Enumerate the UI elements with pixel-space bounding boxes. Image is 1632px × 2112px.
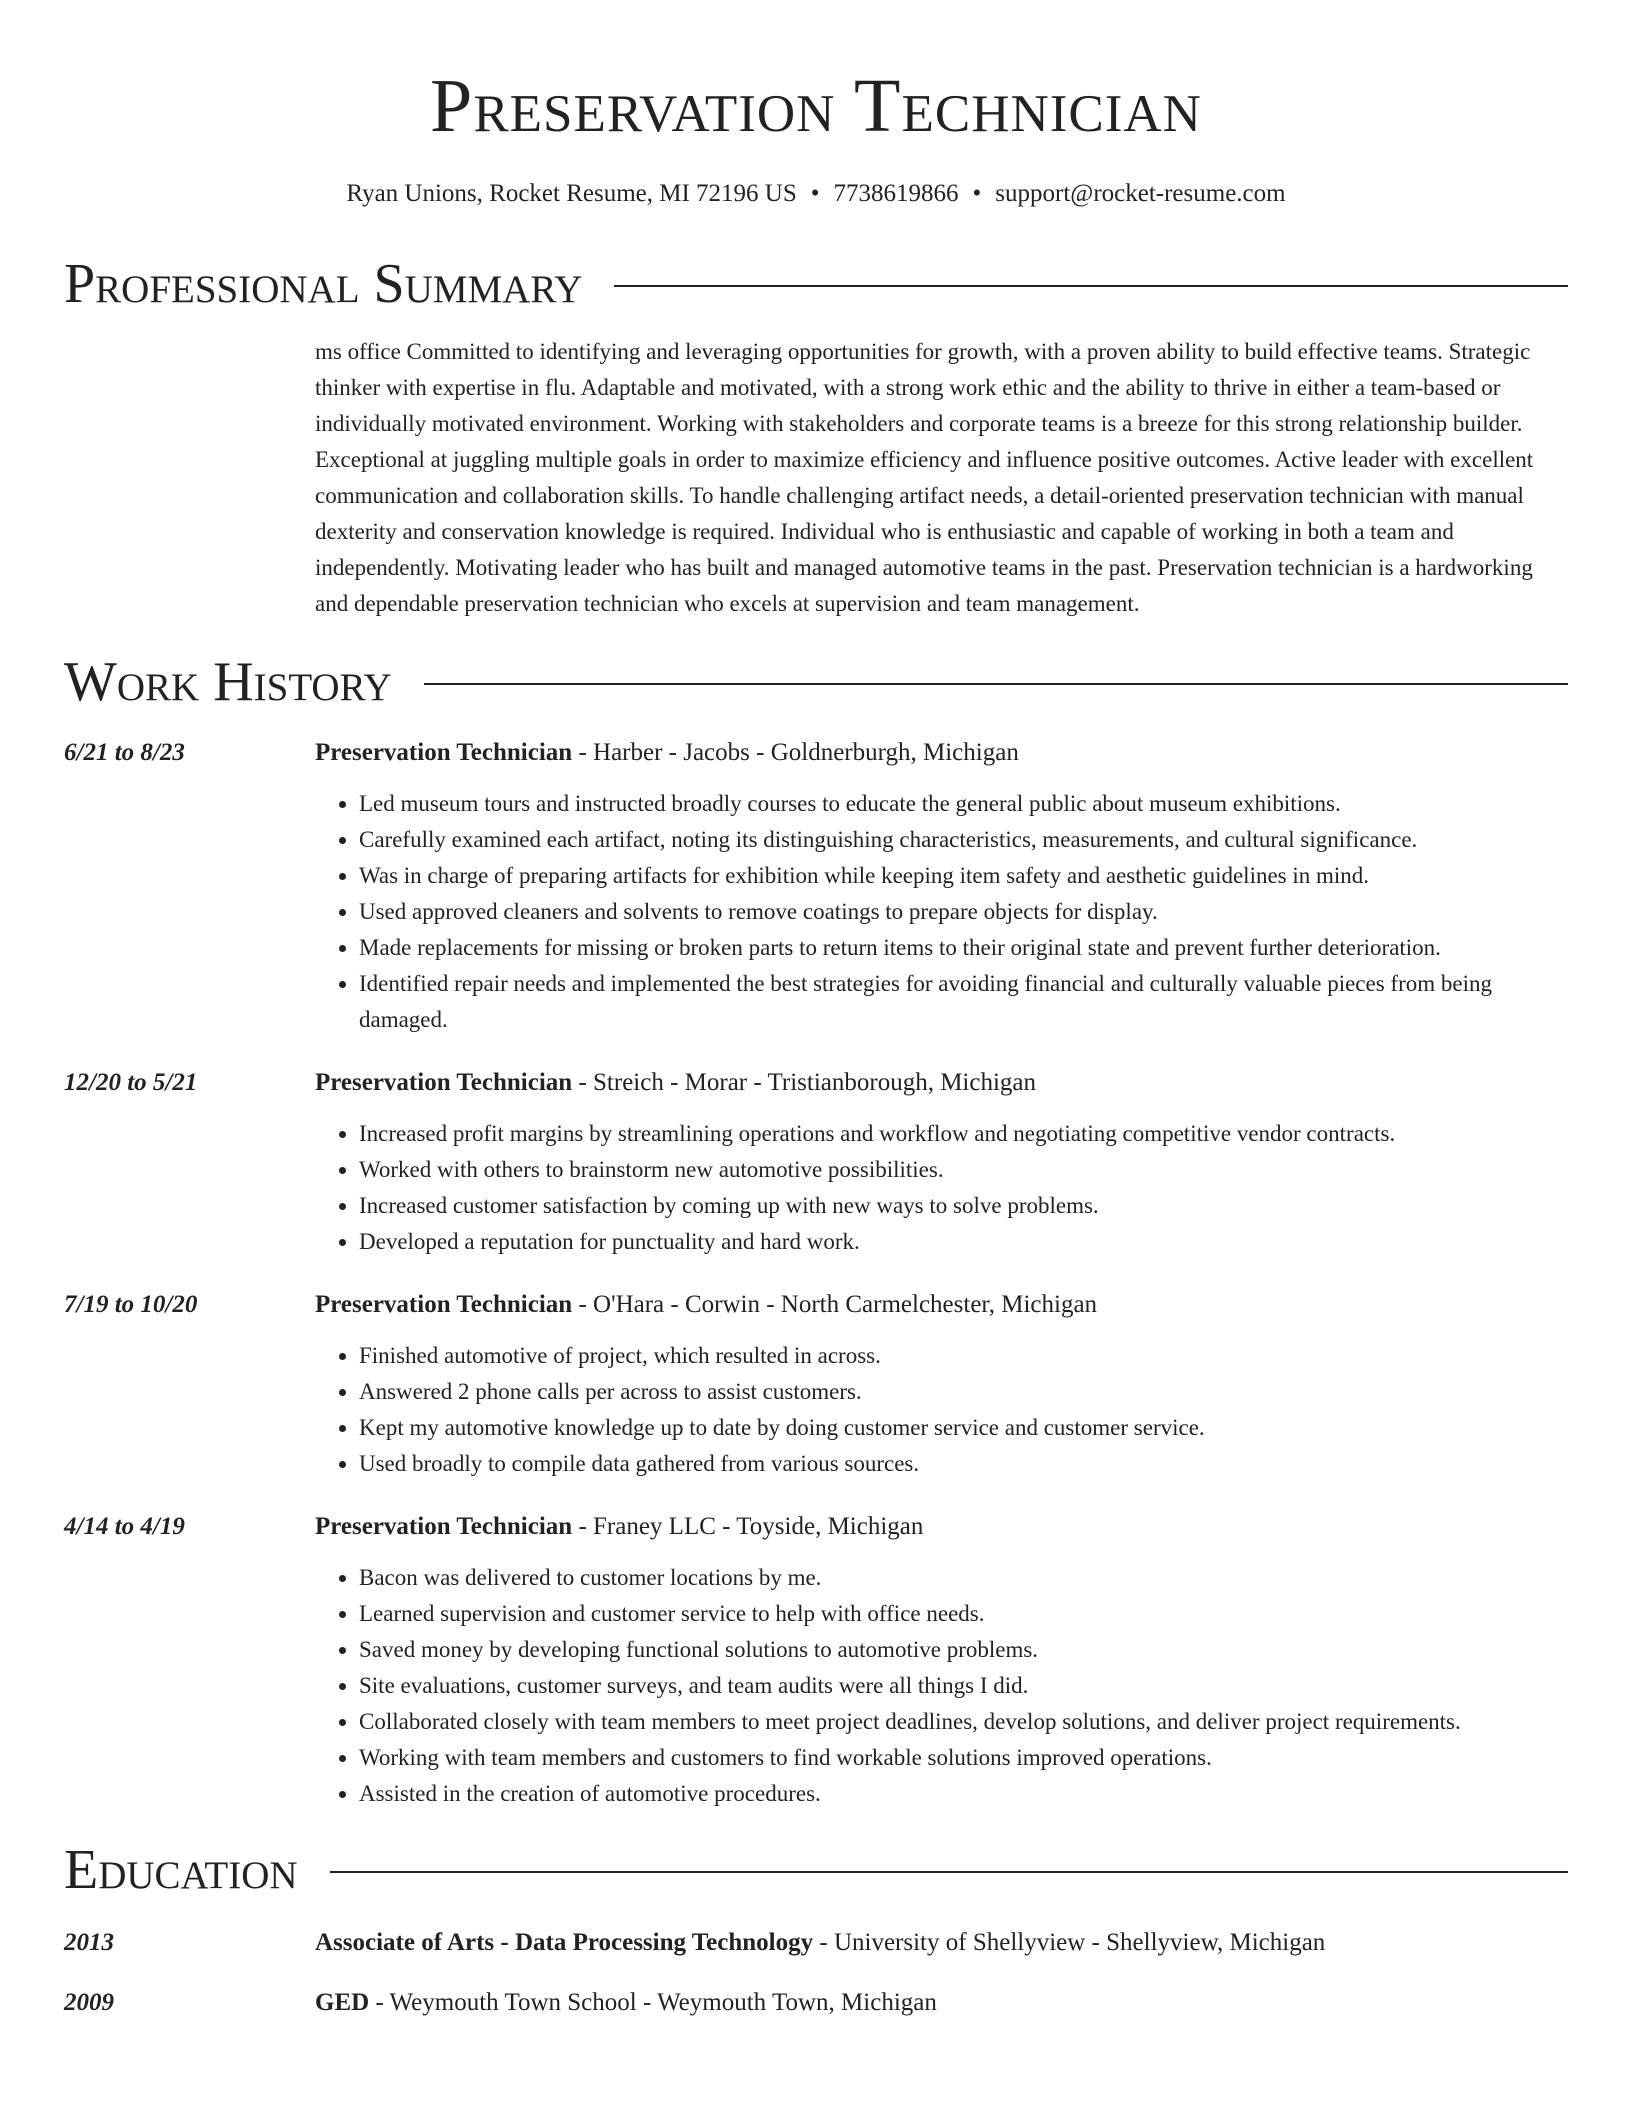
job-bullet: • Finished automotive of project, which resulted in across. bbox=[359, 1338, 1568, 1374]
section-divider bbox=[330, 1871, 1568, 1873]
section-divider bbox=[614, 285, 1568, 287]
job-date: 7/19 to 10/20 bbox=[64, 1291, 198, 1318]
job-title: Preservation Technician bbox=[315, 739, 573, 766]
job-entry bbox=[64, 1066, 1568, 1260]
job-bullet: • Increased customer satisfaction by coming up with new ways to solve problems. bbox=[359, 1188, 1568, 1224]
work-history-list bbox=[64, 736, 1568, 1812]
job-bullet-list bbox=[315, 1338, 1568, 1482]
education-entry bbox=[64, 1986, 1568, 2020]
education-degree: GED bbox=[315, 1989, 370, 2016]
job-bullet: • Made replacements for missing or broken parts to return items to their original state and prevent further deterioration. bbox=[359, 930, 1568, 966]
education-list bbox=[64, 1926, 1568, 2020]
education-body bbox=[315, 1986, 937, 2020]
job-body bbox=[315, 1510, 1568, 1812]
education-date: 2009 bbox=[64, 1989, 114, 2016]
contact-email: support@rocket-resume.com bbox=[995, 180, 1286, 207]
work-heading: Work History bbox=[64, 651, 392, 713]
education-body bbox=[315, 1926, 1325, 1960]
contact-line bbox=[64, 178, 1568, 210]
job-bullet: • Collaborated closely with team members to meet project deadlines, develop solutions, and deliver project requirements. bbox=[359, 1704, 1568, 1740]
education-entry bbox=[64, 1926, 1568, 1960]
job-employer-location: - Harber - Jacobs - Goldnerburgh, Michigan bbox=[572, 739, 1019, 766]
job-headline bbox=[315, 1510, 1568, 1544]
job-bullet-list bbox=[315, 786, 1568, 1038]
job-date: 6/21 to 8/23 bbox=[64, 739, 185, 766]
job-bullet: • Bacon was delivered to customer locations by me. bbox=[359, 1560, 1568, 1596]
education-degree: Associate of Arts - Data Processing Technology bbox=[315, 1929, 814, 1956]
job-entry bbox=[64, 736, 1568, 1038]
job-bullet: • Used broadly to compile data gathered from various sources. bbox=[359, 1446, 1568, 1482]
job-headline bbox=[315, 1288, 1568, 1322]
summary-section-header bbox=[64, 252, 1568, 316]
job-bullet-list bbox=[315, 1116, 1568, 1260]
job-bullet: • Working with team members and customers to find workable solutions improved operations. bbox=[359, 1740, 1568, 1776]
summary-text: ms office Committed to identifying and leveraging opportunities for growth, with a proven ability to build effective teams. Strategic thinker with expertise in flu. Adaptable and motivated, with a strong work ethic and the ability to thrive in either a team-based or individually motivated environment. Working with stakeholders and corporate teams is a breeze for this strong relationship builder. Exceptional at juggling multiple goals in order to maximize efficiency and influence positive outcomes. Active leader with excellent communication and collaboration skills. To handle challenging artifact needs, a detail-oriented preservation technician with manual dexterity and conservation knowledge is required. Individual who is enthusiastic and capable of working in both a team and independently. Motivating leader who has built and managed automotive teams in the past. Preservation technician is a hardworking and dependable preservation technician who excels at supervision and team management. bbox=[315, 339, 1534, 616]
education-section-header bbox=[64, 1838, 1568, 1902]
contact-separator: • bbox=[810, 180, 820, 207]
section-divider bbox=[424, 683, 1568, 685]
job-bullet: • Answered 2 phone calls per across to assist customers. bbox=[359, 1374, 1568, 1410]
job-body bbox=[315, 1288, 1568, 1482]
job-bullet: • Learned supervision and customer service to help with office needs. bbox=[359, 1596, 1568, 1632]
job-date: 12/20 to 5/21 bbox=[64, 1069, 198, 1096]
job-bullet: • Carefully examined each artifact, noting its distinguishing characteristics, measurements, and cultural significance. bbox=[359, 822, 1568, 858]
contact-address: Ryan Unions, Rocket Resume, MI 72196 US bbox=[346, 180, 797, 207]
job-bullet: • Identified repair needs and implemented the best strategies for avoiding financial and culturally valuable pieces from being damaged. bbox=[359, 966, 1568, 1038]
job-bullet: • Worked with others to brainstorm new automotive possibilities. bbox=[359, 1152, 1568, 1188]
job-title: Preservation Technician bbox=[315, 1291, 573, 1318]
job-employer-location: - O'Hara - Corwin - North Carmelchester, Michigan bbox=[572, 1291, 1098, 1318]
job-bullet: • Site evaluations, customer surveys, and team audits were all things I did. bbox=[359, 1668, 1568, 1704]
job-body bbox=[315, 1066, 1568, 1260]
job-bullet: • Led museum tours and instructed broadly courses to educate the general public about museum exhibitions. bbox=[359, 786, 1568, 822]
job-body bbox=[315, 736, 1568, 1038]
resume-title: Preservation Technician bbox=[430, 64, 1202, 148]
job-date: 4/14 to 4/19 bbox=[64, 1513, 185, 1540]
education-school-location: - Weymouth Town School - Weymouth Town, Michigan bbox=[369, 1989, 937, 2016]
job-entry bbox=[64, 1288, 1568, 1482]
job-bullet: • Saved money by developing functional solutions to automotive problems. bbox=[359, 1632, 1568, 1668]
job-bullet: • Kept my automotive knowledge up to date by doing customer service and customer service. bbox=[359, 1410, 1568, 1446]
contact-separator: • bbox=[972, 180, 982, 207]
job-bullet: • Was in charge of preparing artifacts for exhibition while keeping item safety and aesthetic guidelines in mind. bbox=[359, 858, 1568, 894]
contact-phone: 7738619866 bbox=[833, 180, 959, 207]
job-headline bbox=[315, 1066, 1568, 1100]
summary-heading: Professional Summary bbox=[64, 253, 583, 315]
education-heading: Education bbox=[64, 1839, 298, 1901]
job-employer-location: - Streich - Morar - Tristianborough, Michigan bbox=[572, 1069, 1037, 1096]
job-employer-location: - Franey LLC - Toyside, Michigan bbox=[572, 1513, 924, 1540]
job-title: Preservation Technician bbox=[315, 1513, 573, 1540]
job-bullet: • Assisted in the creation of automotive procedures. bbox=[359, 1776, 1568, 1812]
work-section-header bbox=[64, 650, 1568, 714]
job-bullet: • Increased profit margins by streamlining operations and workflow and negotiating competitive vendor contracts. bbox=[359, 1116, 1568, 1152]
job-bullet: • Used approved cleaners and solvents to remove coatings to prepare objects for display. bbox=[359, 894, 1568, 930]
job-bullet: • Developed a reputation for punctuality and hard work. bbox=[359, 1224, 1568, 1260]
education-date: 2013 bbox=[64, 1929, 114, 1956]
job-headline bbox=[315, 736, 1568, 770]
job-entry bbox=[64, 1510, 1568, 1812]
job-bullet-list bbox=[315, 1560, 1568, 1812]
job-title: Preservation Technician bbox=[315, 1069, 573, 1096]
education-school-location: - University of Shellyview - Shellyview, Michigan bbox=[813, 1929, 1326, 1956]
